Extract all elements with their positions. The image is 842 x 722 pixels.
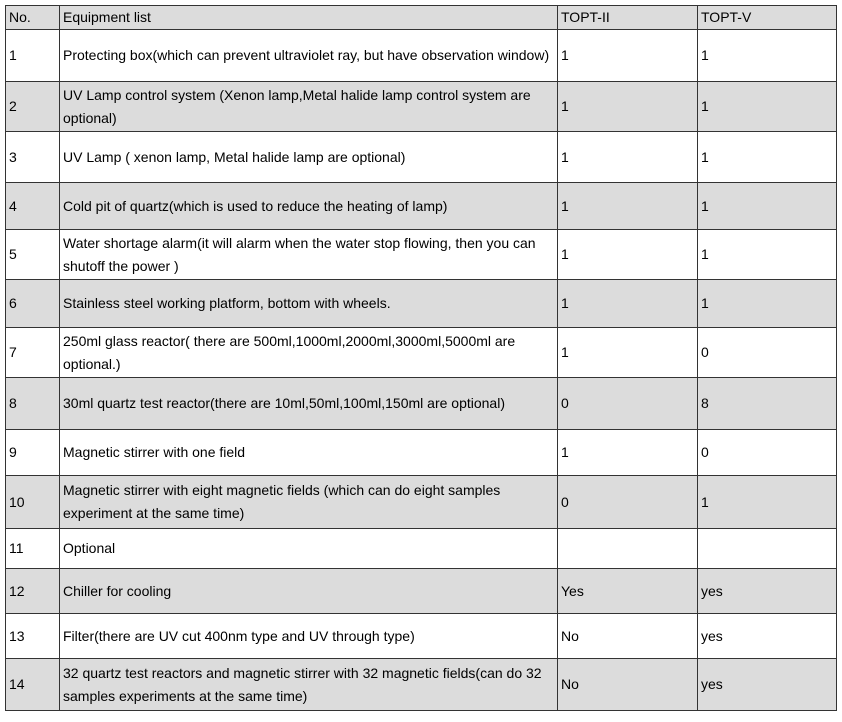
row-item: UV Lamp ( xenon lamp, Metal halide lamp are optional) xyxy=(60,132,558,183)
row-no: 7 xyxy=(6,328,60,378)
row-topt-ii: 1 xyxy=(558,280,698,328)
table-row xyxy=(6,529,837,569)
row-topt-v: yes xyxy=(698,659,837,711)
row-topt-ii: 1 xyxy=(558,230,698,280)
table-row xyxy=(6,183,837,230)
row-topt-ii: No xyxy=(558,659,698,711)
row-no: 14 xyxy=(6,659,60,711)
row-no: 9 xyxy=(6,430,60,476)
row-no: 2 xyxy=(6,82,60,132)
row-item: Stainless steel working platform, bottom with wheels. xyxy=(60,280,558,328)
table-row xyxy=(6,378,837,430)
table-row xyxy=(6,659,837,711)
row-no: 13 xyxy=(6,614,60,659)
table-row xyxy=(6,30,837,82)
row-item: 30ml quartz test reactor(there are 10ml,50ml,100ml,150ml are optional) xyxy=(60,378,558,430)
row-item: 32 quartz test reactors and magnetic stirrer with 32 magnetic fields(can do 32 samples experiments at the same time) xyxy=(60,659,558,711)
row-topt-v: 0 xyxy=(698,430,837,476)
row-item: Cold pit of quartz(which is used to reduce the heating of lamp) xyxy=(60,183,558,230)
row-topt-v: yes xyxy=(698,614,837,659)
row-item: Magnetic stirrer with eight magnetic fields (which can do eight samples experiment at the same time) xyxy=(60,476,558,529)
row-no: 5 xyxy=(6,230,60,280)
row-item: Water shortage alarm(it will alarm when the water stop flowing, then you can shutoff the power ) xyxy=(60,230,558,280)
row-no: 6 xyxy=(6,280,60,328)
row-topt-v: 1 xyxy=(698,132,837,183)
row-topt-ii: Yes xyxy=(558,569,698,614)
row-item: Optional xyxy=(60,529,558,569)
row-item: Magnetic stirrer with one field xyxy=(60,430,558,476)
row-topt-v: 1 xyxy=(698,183,837,230)
row-topt-v: 1 xyxy=(698,280,837,328)
header-topt-ii: TOPT-II xyxy=(558,6,698,30)
row-topt-ii: 0 xyxy=(558,378,698,430)
row-topt-v: 0 xyxy=(698,328,837,378)
row-topt-v: 1 xyxy=(698,30,837,82)
row-topt-ii: 0 xyxy=(558,476,698,529)
header-no: No. xyxy=(6,6,60,30)
table-row xyxy=(6,82,837,132)
table-row xyxy=(6,132,837,183)
row-topt-ii: 1 xyxy=(558,132,698,183)
table-row xyxy=(6,569,837,614)
row-topt-v: 8 xyxy=(698,378,837,430)
row-item: Chiller for cooling xyxy=(60,569,558,614)
row-no: 8 xyxy=(6,378,60,430)
row-item: Filter(there are UV cut 400nm type and UV through type) xyxy=(60,614,558,659)
row-no: 11 xyxy=(6,529,60,569)
row-topt-ii: 1 xyxy=(558,183,698,230)
row-no: 3 xyxy=(6,132,60,183)
header-row xyxy=(6,6,837,30)
row-topt-ii: 1 xyxy=(558,328,698,378)
row-topt-ii: 1 xyxy=(558,30,698,82)
table-row xyxy=(6,430,837,476)
row-topt-ii: 1 xyxy=(558,430,698,476)
row-no: 1 xyxy=(6,30,60,82)
row-topt-v: 1 xyxy=(698,476,837,529)
row-topt-v xyxy=(698,529,837,569)
table-row xyxy=(6,476,837,529)
row-item: 250ml glass reactor( there are 500ml,1000ml,2000ml,3000ml,5000ml are optional.) xyxy=(60,328,558,378)
row-topt-ii: 1 xyxy=(558,82,698,132)
equipment-table xyxy=(5,5,837,711)
table-row xyxy=(6,614,837,659)
row-item: Protecting box(which can prevent ultraviolet ray, but have observation window) xyxy=(60,30,558,82)
row-topt-ii xyxy=(558,529,698,569)
row-no: 4 xyxy=(6,183,60,230)
table-row xyxy=(6,230,837,280)
row-topt-v: 1 xyxy=(698,230,837,280)
row-item: UV Lamp control system (Xenon lamp,Metal halide lamp control system are optional) xyxy=(60,82,558,132)
header-topt-v: TOPT-V xyxy=(698,6,837,30)
row-topt-v: yes xyxy=(698,569,837,614)
row-no: 10 xyxy=(6,476,60,529)
table-row xyxy=(6,280,837,328)
row-topt-ii: No xyxy=(558,614,698,659)
table-row xyxy=(6,328,837,378)
row-topt-v: 1 xyxy=(698,82,837,132)
row-no: 12 xyxy=(6,569,60,614)
header-equipment-list: Equipment list xyxy=(60,6,558,30)
